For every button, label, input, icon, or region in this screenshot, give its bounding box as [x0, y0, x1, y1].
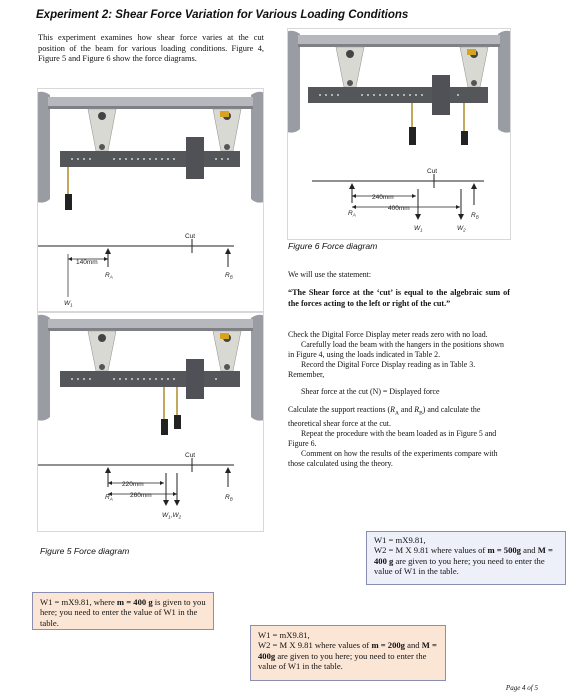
procedure-step-4: Calculate the support reactions ($R_A$ and $R_B$) and calculate the theoretical shear force at the cut.: [288, 405, 481, 428]
figure-6-drawing: [288, 29, 510, 239]
w2-label: $W_2$: [457, 225, 466, 233]
dimension-label: 260mm: [130, 492, 152, 499]
force-sensor-icon: [467, 49, 476, 55]
procedure-step-6: Comment on how the results of the experiments compare with those calculated using the theory.: [288, 448, 498, 468]
statement-intro: We will use the statement:: [288, 270, 372, 279]
dimension-label: 400mm: [388, 205, 410, 212]
load-arrow-icon: [415, 214, 421, 220]
dimension-label: 240mm: [372, 194, 394, 201]
note-figure-5: W1 = mX9.81, W2 = M X 9.81 where values of m = 200g and M = 400g are given to you here; you need to enter the value of W1 in the table.: [250, 625, 446, 681]
force-sensor-icon: [220, 111, 229, 117]
figure-4-drawing: [38, 89, 263, 311]
cut-label: Cut: [185, 452, 196, 459]
ra-label: $R_A$: [348, 210, 356, 218]
procedure-step-1: Check the Digital Force Display meter reads zero with no load.: [288, 330, 488, 339]
figure-4-panel: [37, 88, 264, 312]
page-number: Page 4 of 5: [505, 684, 538, 692]
dimension-label: 140mm: [76, 259, 98, 266]
formula: Shear force at the cut (N) = Displayed force: [301, 387, 440, 396]
figure-5-drawing: [38, 313, 263, 531]
note-figure-6: W1 = mX9.81, W2 = M X 9.81 where values of m = 500g and M = 400 g are given to you here; you need to enter the value of W1 in the table.: [366, 531, 566, 585]
procedure-step-2: Carefully load the beam with the hangers in the positions shown in Figure 4, using the loads indicated in Table 2.: [288, 340, 504, 359]
rb-label: $R_B$: [225, 272, 233, 280]
weight-hanger-icon: [174, 415, 181, 429]
reaction-arrow-icon: [105, 248, 111, 254]
reaction-arrow-icon: [225, 467, 231, 473]
weight-hanger-icon: [65, 194, 72, 210]
procedure-step-3: Record the Digital Force Display reading as in Table 3. Remember,: [288, 360, 476, 379]
cut-label: Cut: [185, 233, 196, 240]
rb-label: $R_B$: [471, 212, 479, 220]
w1-label: $W_1$: [64, 300, 73, 308]
cut-label: Cut: [427, 168, 438, 175]
reaction-arrow-icon: [471, 183, 477, 189]
weight-hanger-icon: [409, 127, 416, 145]
w1-label: $W_1$: [414, 225, 423, 233]
reaction-arrow-icon: [225, 248, 231, 254]
top-rail-icon: [48, 319, 253, 328]
reaction-arrow-icon: [349, 183, 355, 189]
page-title: Experiment 2: Shear Force Variation for Various Loading Conditions: [36, 9, 409, 21]
procedure-step-5: Repeat the procedure with the beam loaded as in Figure 5 and Figure 6.: [288, 428, 497, 448]
dimension-label: 220mm: [122, 481, 144, 488]
figure-5-caption: Figure 5 Force diagram: [40, 546, 130, 556]
intro-paragraph: This experiment examines how shear force varies at the cut position of the beam for various loading conditions. Figure 4, Figure 5 and Figure 6 show the force diagrams.: [38, 33, 264, 64]
figure-6-panel: [287, 28, 511, 240]
load-arrow-icon: [458, 214, 464, 220]
statement-text: “The Shear force at the ‘cut’ is equal to the algebraic sum of the forces acting to the left or right of the cut.”: [288, 288, 510, 308]
ra-label: $R_A$: [105, 272, 113, 280]
weight-hanger-icon: [161, 419, 168, 435]
load-arrow-icon: [163, 500, 169, 506]
load-arrow-icon: [174, 500, 180, 506]
force-sensor-icon: [220, 333, 229, 339]
reaction-arrow-icon: [105, 467, 111, 473]
loads-label: $W_1,W_2$: [162, 512, 182, 520]
note-figure-4: W1 = mX9.81, where m = 400 g is given to you here; you need to enter the value of W1 in the table.: [32, 592, 214, 630]
rb-label: $R_B$: [225, 494, 233, 502]
figure-5-panel: [37, 312, 264, 532]
procedure: [288, 330, 510, 469]
top-rail-icon: [48, 97, 253, 106]
top-rail-icon: [298, 35, 500, 44]
figure-6-caption: Figure 6 Force diagram: [288, 241, 378, 251]
ra-label: $R_A$: [105, 494, 113, 502]
weight-hanger-icon: [461, 131, 468, 145]
